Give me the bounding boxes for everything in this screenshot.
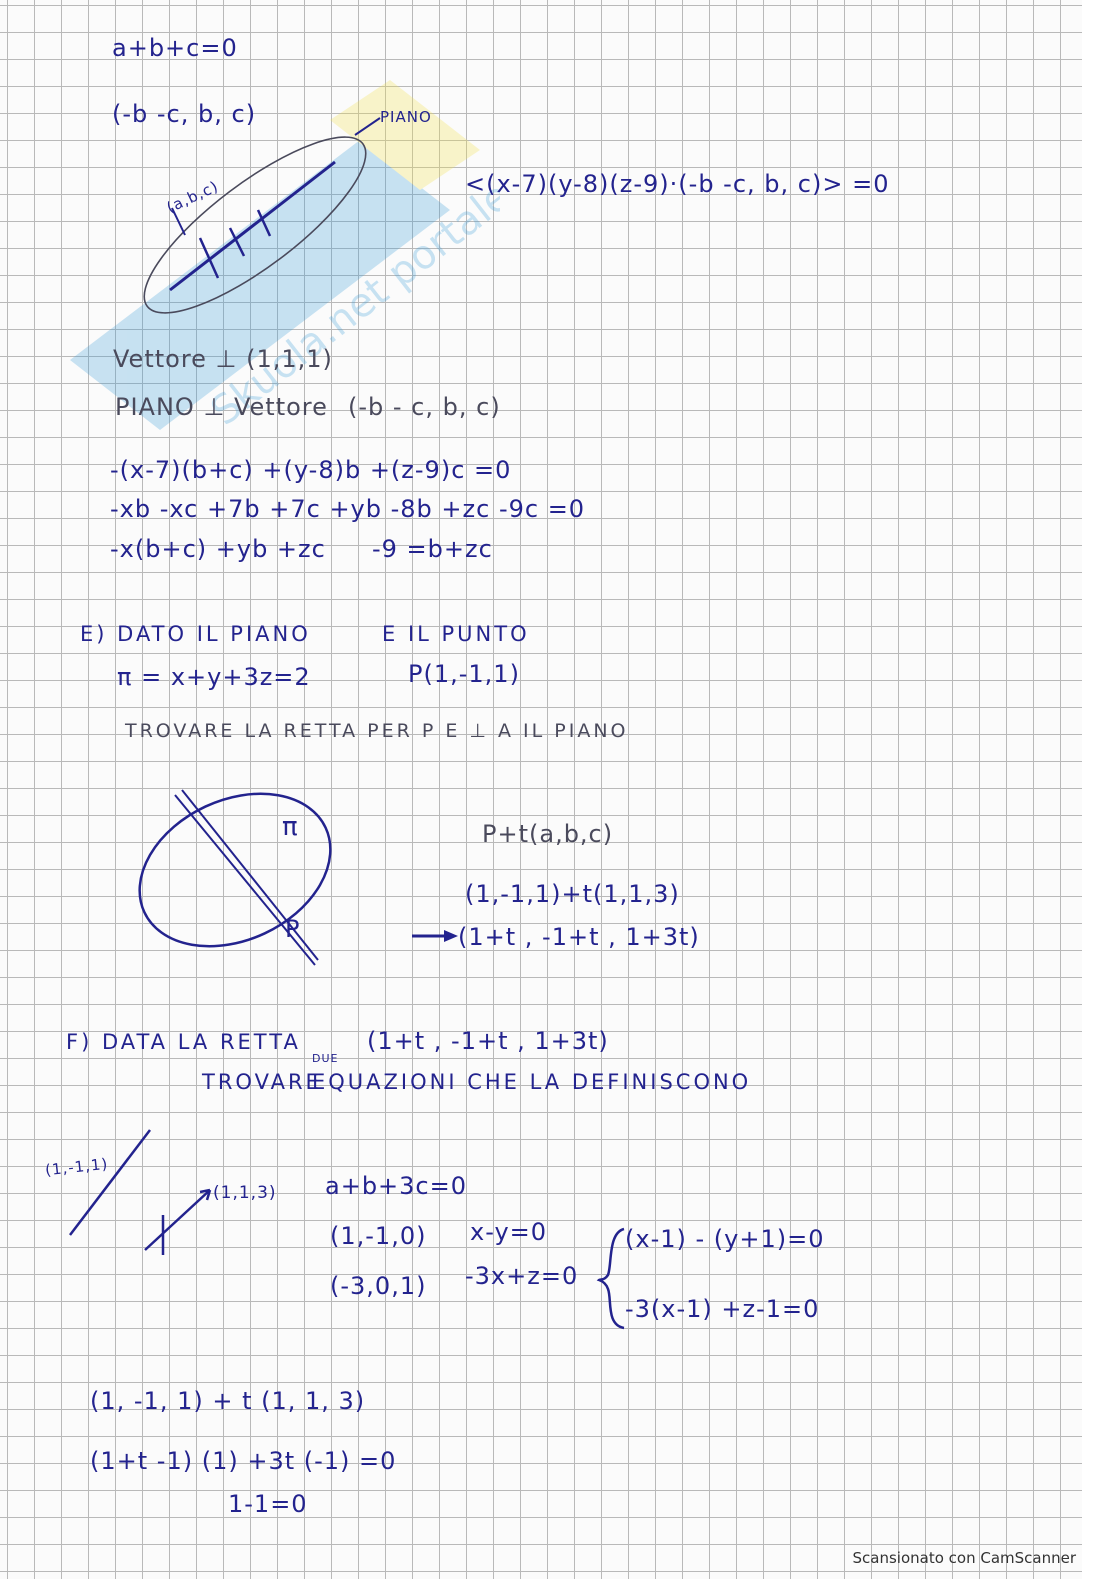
line-24: a+b+3c=0 (325, 1172, 468, 1200)
line-27: (-3,0,1) (330, 1272, 427, 1300)
line-19: (1+t , -1+t , 1+3t) (367, 1027, 609, 1055)
line-32: (1+t -1) (1) +3t (-1) =0 (90, 1447, 397, 1475)
line-30: -3(x-1) +z-1=0 (625, 1295, 820, 1323)
line-26: x-y=0 (470, 1218, 548, 1246)
line-3: <(x-7)(y-8)(z-9)·(-b -c, b, c)> =0 (465, 170, 890, 198)
line-18: F) DATA LA RETTA (66, 1030, 301, 1054)
line-10: E) DATO IL PIANO (80, 622, 311, 646)
line-29: (x-1) - (y+1)=0 (625, 1225, 825, 1253)
line-15: P+t(a,b,c) (482, 820, 614, 848)
brace (598, 1225, 628, 1330)
line-11: E IL PUNTO (382, 622, 530, 646)
line-20: TROVARE (202, 1070, 322, 1094)
line-31: (1, -1, 1) + t (1, 1, 3) (90, 1387, 366, 1415)
arrow-icon (410, 928, 460, 944)
sketch-plane-ellipse (140, 110, 480, 330)
line-13: P(1,-1,1) (408, 660, 520, 688)
label-p: P (285, 915, 301, 943)
line-16: (1,-1,1)+t(1,1,3) (465, 880, 680, 908)
line-1: a+b+c=0 (112, 34, 238, 62)
sketch-line-vector (60, 1120, 230, 1270)
label-pi: π (282, 812, 299, 842)
line-17: (1+t , -1+t , 1+3t) (458, 923, 700, 951)
line-2: (-b -c, b, c) (112, 100, 257, 128)
scanner-footer: Scansionato con CamScanner (852, 1549, 1076, 1567)
label-piano: PIANO (380, 108, 432, 126)
line-14: TROVARE LA RETTA PER P E ⊥ A IL PIANO (125, 720, 629, 742)
line-28: -3x+z=0 (465, 1262, 579, 1290)
line-9: -x(b+c) +yb +zc (110, 535, 326, 563)
line-22: (1,-1,1) (44, 1154, 110, 1180)
line-5: PIANO ⊥ Vettore (115, 393, 328, 421)
line-12: π = x+y+3z=2 (117, 663, 311, 691)
line-7: -(x-7)(b+c) +(y-8)b +(z-9)c =0 (110, 456, 512, 484)
label-abc: (a,b,c) (163, 177, 222, 217)
page-margin (1082, 0, 1116, 1579)
line-4: Vettore ⊥ (1,1,1) (113, 345, 333, 373)
line-6: (-b - c, b, c) (348, 393, 501, 421)
line-8: -xb -xc +7b +7c +yb -8b +zc -9c =0 (110, 495, 586, 523)
line-33: 1-1=0 (228, 1490, 308, 1518)
line-23: (1,1,3) (213, 1183, 277, 1203)
line-9b: -9 =b+zc (372, 535, 493, 563)
line-21: EQUAZIONI CHE LA DEFINISCONO (312, 1070, 752, 1094)
sketch-plane-line (120, 770, 350, 970)
line-25: (1,-1,0) (330, 1222, 427, 1250)
insert-mark: DUE (312, 1052, 339, 1065)
